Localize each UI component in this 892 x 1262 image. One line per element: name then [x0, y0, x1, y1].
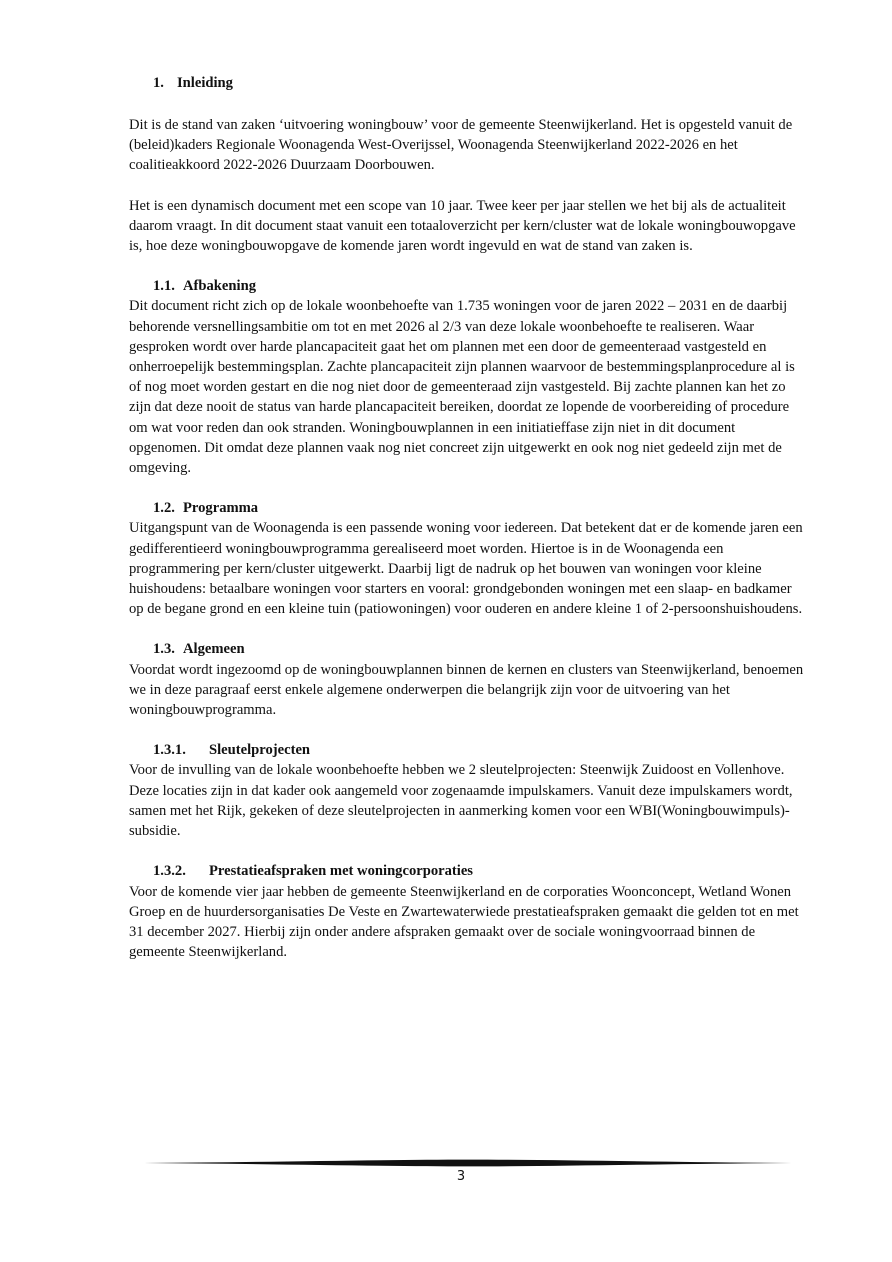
heading-number: 1.3. [153, 641, 175, 658]
heading-number: 1. [153, 75, 164, 91]
heading-title: Afbakening [183, 278, 256, 295]
paragraph-afbakening: Dit document richt zich op de lokale woonbehoefte van 1.735 woningen voor de jaren 2022 – 2031 en de daarbij behorende versnellingsambitie om tot en met 2026 al 2/3 van deze lokale woonbehoefte te realiseren. Waar gesproken wordt over harde plancapaciteit gaat het om plannen met een door de gemeenteraad vastgesteld en onherroepelijk bestemmingsplan. Zachte plancapaciteit zijn plannen waarvoor de bestemmingsplanprocedure al is of nog moet worden gestart en die nog niet door de gemeenteraad zijn vastgesteld. Bij zachte plannen kan het zo zijn dat deze nooit de status van harde plancapaciteit bereiken, doordat ze lopende de voorbereiding of procedure om wat voor reden dan ook stranden. Woningbouwplannen in een initiatieffase zijn niet in dit document opgenomen. Dit omdat deze plannen vaak nog niet concreet zijn uitgewerkt en ook nog niet gedeeld zijn met de omgeving. [129, 298, 795, 477]
heading-title: Programma [183, 500, 259, 517]
heading-afbakening [129, 276, 805, 296]
heading-number: 1.1. [153, 278, 175, 295]
heading-programma [129, 498, 805, 518]
heading-number: 1.2. [153, 500, 175, 517]
paragraph-programma: Uitgangspunt van de Woonagenda is een passende woning voor iedereen. Dat betekent dat er de komende jaren een gedifferentieerd woningbouwprogramma gerealiseerd moet worden. Hiertoe is in de Woonagenda een programmering per kern/cluster uitgewerkt. Daarbij ligt de nadruk op het bouwen van woningen voor kleine huishoudens: betaalbare woningen voor starters en vooral: grondgebonden woningen met een slaap- en badkamer op de begane grond en een kleine tuin (patiowoningen) voor ouderen en andere kleine 1 of 2-persoonshuishoudens. [129, 520, 803, 618]
paragraph-inleiding-1: Dit is de stand van zaken ‘uitvoering woningbouw’ voor de gemeente Steenwijkerland. Het is opgesteld vanuit de (beleid)kaders Regionale Woonagenda West-Overijssel, Woonagenda Steenwijkerland 2022-2026 en het coalitieakkoord 2022-2026 Duurzaam Doorbouwen. [129, 117, 793, 174]
paragraph-algemeen: Voordat wordt ingezoomd op de woningbouwplannen binnen de kernen en clusters van Steenwijkerland, benoemen we in deze paragraaf eerst enkele algemene onderwerpen die belangrijk zijn voor de uitvoering van het woningbouwprogramma. [129, 661, 804, 719]
heading-sleutelprojecten [129, 740, 805, 760]
heading-prestatieafspraken [129, 861, 805, 881]
heading-number: 1.3.2. [153, 863, 186, 880]
heading-title: Prestatieafspraken met woningcorporaties [209, 863, 473, 880]
heading-title: Algemeen [183, 641, 245, 658]
paragraph-inleiding-2: Het is een dynamisch document met een scope van 10 jaar. Twee keer per jaar stellen we het bij als de actualiteit daarom vraagt. In dit document staat vanuit een totaaloverzicht per kern/cluster wat de lokale woningbouwopgave is, hoe deze woningbouwopgave de komende jaren wordt ingevuld en wat de stand van zaken is. [129, 197, 796, 255]
heading-number: 1.3.1. [153, 742, 186, 759]
heading-algemeen [129, 639, 805, 659]
paragraph-prestatieafspraken: Voor de komende vier jaar hebben de gemeente Steenwijkerland en de corporaties Woonconcept, Wetland Wonen Groep en de huurdersorganisaties De Veste en Zwartewaterwiede prestatieafspraken gemaakt die gelden tot en met 31 december 2027. Hierbij zijn onder andere afspraken gemaakt over de sociale woningvoorraad binnen de gemeente Steenwijkerland. [129, 883, 799, 961]
heading-title: Inleiding [177, 75, 233, 91]
paragraph-sleutelprojecten: Voor de invulling van de lokale woonbehoefte hebben we 2 sleutelprojecten: Steenwijk Zuidoost en Vollenhove. Deze locaties zijn in dat kader ook aangemeld voor zogenaamde impulskamers. Vanuit deze impulskamers wordt, samen met het Rijk, gekeken of deze sleutelprojecten in aanmerking komen voor een WBI(Woningbouwimpuls)-subsidie. [129, 762, 793, 840]
heading-inleiding [129, 72, 805, 94]
page-number: 3 [456, 1169, 466, 1184]
footer-divider [144, 1158, 792, 1168]
heading-title: Sleutelprojecten [209, 742, 311, 759]
page-content [129, 72, 805, 962]
